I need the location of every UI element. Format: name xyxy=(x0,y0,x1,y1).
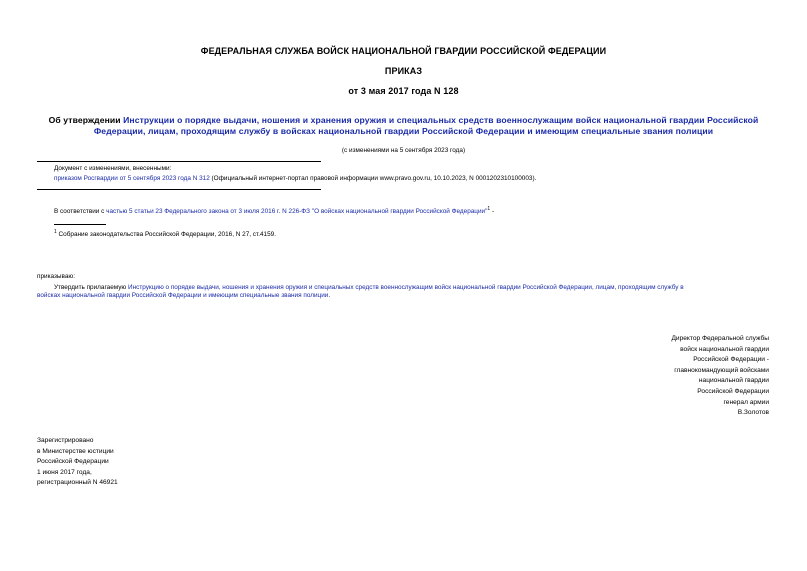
footnote xyxy=(54,228,276,239)
order-end: . xyxy=(328,292,331,299)
divider-bottom xyxy=(37,189,321,190)
signature-name: В.Золотов xyxy=(737,409,769,417)
order-word: приказываю: xyxy=(37,273,75,280)
changes-line xyxy=(54,175,536,183)
registration-line: в Министерстве юстиции xyxy=(37,447,114,455)
title-prefix: Об утверждении xyxy=(48,115,124,125)
order-prefix: Утвердить прилагаемую xyxy=(54,284,128,291)
footnote-text: Собрание законодательства Российской Федерации, 2016, N 27, ст.4159. xyxy=(56,231,276,239)
signature-line: войск национальной гвардии xyxy=(680,345,769,353)
document-date-number: от 3 мая 2017 года N 128 xyxy=(348,86,459,96)
amendment-order-link[interactable]: приказом Росгвардии от 5 сентября 2023 года N 312 xyxy=(54,175,210,182)
signature-line: национальной гвардии xyxy=(698,377,769,385)
signature-block xyxy=(671,334,769,419)
federal-law-link[interactable]: частью 5 статьи 23 Федерального закона от 3 июля 2016 г. N 226-ФЗ "О войсках национальной гвардии Российской Федерации" xyxy=(106,208,488,216)
instruction-title-link-cont[interactable]: Федерации, лицам, проходящим службу в войсках национальной гвардии Российской Федерации и имеющим специальные звания полиции xyxy=(93,126,714,136)
footnote-divider xyxy=(54,224,106,225)
legal-basis xyxy=(54,205,494,216)
document-title xyxy=(0,115,807,137)
order-text xyxy=(37,284,773,300)
basis-suffix: - xyxy=(490,208,495,216)
registration-number: регистрационный N 46921 xyxy=(37,479,118,487)
document-type: ПРИКАЗ xyxy=(384,66,423,76)
agency-heading: ФЕДЕРАЛЬНАЯ СЛУЖБА ВОЙСК НАЦИОНАЛЬНОЙ ГВАРДИИ РОССИЙСКОЙ ФЕДЕРАЦИИ xyxy=(200,46,607,56)
registration-block xyxy=(37,436,118,489)
instruction-link-cont[interactable]: войсках национальной гвардии Российской Федерации и имеющим специальные звания полиции xyxy=(37,292,329,299)
signature-line: главнокомандующий войсками xyxy=(674,366,769,374)
registration-line: Зарегистрировано xyxy=(37,437,94,444)
signature-line: Российской Федерации - xyxy=(693,356,769,364)
basis-prefix: В соответствии с xyxy=(54,208,107,216)
instruction-link[interactable]: Инструкцию о порядке выдачи, ношения и хранения оружия и специальных средств военнослужащим войск национальной гвардии Российской Федерации, лицам, проходящим службу в xyxy=(128,284,684,291)
revision-note: (с изменениями на 5 сентября 2023 года) xyxy=(341,147,466,154)
registration-line: Российской Федерации xyxy=(37,458,109,466)
registration-date: 1 июня 2017 года, xyxy=(37,468,92,476)
signature-line: генерал армии xyxy=(723,398,769,406)
amendment-source: (Официальный интернет-портал правовой информации www.pravo.gov.ru, 10.10.2023, N 0001202310100003). xyxy=(209,175,537,182)
footnote-marker: 1 xyxy=(54,229,57,235)
signature-line: Российской Федерации xyxy=(697,387,769,395)
changes-label: Документ с изменениями, внесенными: xyxy=(54,165,172,172)
divider-top xyxy=(37,161,321,162)
instruction-title-link[interactable]: Инструкции о порядке выдачи, ношения и хранения оружия и специальных средств военнослужащим войск национальной гвардии Российской xyxy=(123,115,759,125)
footnote-ref[interactable]: 1 xyxy=(487,206,491,212)
signature-line: Директор Федеральной службы xyxy=(671,335,769,342)
